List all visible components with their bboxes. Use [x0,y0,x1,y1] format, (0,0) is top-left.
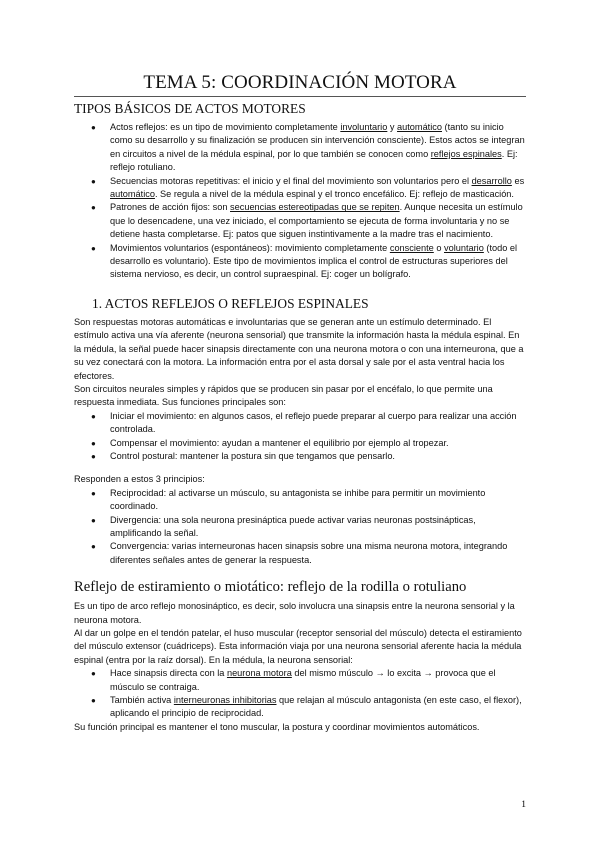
text-run: . Se regula a nivel de la médula espinal y el tronco encefálico. Ej: reflejo de masticación. [154,189,514,200]
list-item [74,487,526,514]
underlined-term: automático [397,122,442,132]
underlined-term: reflejos espinales [430,148,502,159]
text-run: . Ej: reflejo rotuliano. [110,148,518,173]
bullet-icon: ● [91,411,96,421]
page-number: 1 [521,800,526,810]
bullet-icon: ● [91,542,96,552]
text-run: (todo el desarrollo es voluntario). Este tipo de movimientos implica el control de estructuras superiores del sistema nervioso, es decir, un control supraespinal. Ej: coger un bolígrafo. [110,242,518,280]
text-run: Movimientos voluntarios (espontáneos) [110,242,270,253]
underlined-term: involuntario [340,122,388,132]
paragraph: Son circuitos neurales simples y rápidos que se producen sin pasar por el encéfalo, lo que permite una respuesta inmediata. Sus funciones principales son: [74,383,493,408]
paragraph: Son respuestas motoras automáticas e involuntarias que se generan ante un estímulo determinado. El estímulo activa una vía aferente (neurona sensorial) que transmite la información hasta la médula espinal. En la médula, la señal puede hacer sinapsis directamente con una neurona motora o con una interneurona, que a su vez conectará con la motora. La información entra por el asta dorsal y sale por el asta ventral hacia los efectores. [74,316,524,381]
section-heading-tipos: TIPOS BÁSICOS DE ACTOS MOTORES [74,101,306,116]
text-run: Hace sinapsis directa con la [110,668,227,679]
text-run: : es un tipo de movimiento completamente [165,122,341,132]
text-run: También activa [110,695,174,706]
text-run: Actos reflejos [110,122,166,132]
list-item [74,242,526,282]
text-run: que relajan al músculo antagonista (en este caso, el flexor), aplicando el principio de reciprocidad. [110,695,522,719]
underlined-term: automático [110,189,155,200]
text-run: es [511,175,525,186]
underlined-term: voluntario [444,242,484,253]
text-run: Secuencias motoras repetitivas [110,175,238,186]
list-item-text: Control postural: mantener la postura sin que tengamos que pensarlo. [110,450,395,461]
list-item [74,121,526,175]
list-item [74,410,526,437]
bullet-icon: ● [91,438,96,448]
bullet-icon: ● [91,123,96,132]
paragraph: Su función principal es mantener el tono muscular, la postura y coordinar movimientos automáticos. [74,721,480,732]
page-title: TEMA 5: COORDINACIÓN MOTORA [143,72,457,93]
paragraph: Es un tipo de arco reflejo monosináptico, es decir, solo involucra una sinapsis entre la neurona sensorial y la neurona motora. [74,601,515,625]
tipos-list [74,121,526,282]
bullet-icon: ● [91,515,96,525]
list-item [74,450,526,463]
section-heading-actos-reflejos: 1. ACTOS REFLEJOS O REFLEJOS ESPINALES [92,295,369,311]
functions-list [74,410,526,464]
underlined-term: consciente [389,242,434,253]
text-run: : movimiento completamente [269,242,390,253]
text-run: . Aunque necesita un estímulo que lo desencadene, una vez iniciado, el comportamiento se ejecuta de forma involuntaria y no se detiene hasta completarse. Ej: patos que siguen instintivamente a la madre tras el nacimiento. [110,202,523,240]
bullet-icon: ● [91,488,96,498]
text-run: del mismo músculo → lo excita → provoca que el músculo se contraiga. [110,668,496,692]
text-run: (tanto su inicio como su desarrollo y su finalización se producen sin intervención consciente). Estos actos se integran en circuitos a nivel de la médula espinal, por lo que también se conocen como [110,122,525,159]
text-run: y [387,122,398,132]
text-run: : el inicio y el final del movimiento son voluntarios pero el [237,175,472,186]
list-item-text: Reciprocidad: al activarse un músculo, su antagonista se inhibe para permitir un movimiento coordinado. [110,487,486,512]
text-run: : son [207,202,231,213]
underlined-term: secuencias estereotipadas que se repiten [230,202,400,213]
reflex-steps-list [74,667,526,721]
title-divider [74,96,526,97]
list-item [74,201,526,241]
list-item [74,437,526,450]
paragraph: Al dar un golpe en el tendón patelar, el huso muscular (receptor sensorial del músculo) detecta el estiramiento del músculo extensor (cuádriceps). Esta información viaja por una neurona sensorial aferente hacia la médula espinal (entra por la raíz dorsal). En la médula, la neurona sensorial: [74,628,522,665]
paragraph: Responden a estos 3 principios: [74,474,205,485]
underlined-term: desarrollo [471,175,512,186]
bullet-icon: ● [91,203,96,213]
text-run: Patrones de acción fijos [110,202,208,213]
list-item [74,175,526,202]
bullet-icon: ● [91,176,96,186]
list-item [74,540,526,567]
list-item-text: Compensar el movimiento: ayudan a mantener el equilibrio por ejemplo al tropezar. [110,437,449,448]
bullet-icon: ● [91,243,96,253]
principles-list [74,487,526,567]
section-heading-reflejo-estiramiento: Reflejo de estiramiento o miotático: reflejo de la rodilla o rotuliano [74,579,467,596]
list-item [74,694,526,721]
list-item-text: Divergencia: una sola neurona presináptica puede activar varias neuronas postsinápticas, amplificando la señal. [110,514,476,538]
bullet-icon: ● [91,669,96,679]
text-run: o [433,242,444,253]
bullet-icon: ● [91,696,96,706]
list-item [74,514,526,541]
list-item-text: Iniciar el movimiento: en algunos casos, el reflejo puede preparar al cuerpo para realizar una acción controlada. [110,410,517,435]
list-item [74,667,526,694]
underlined-term: neurona motora [226,668,292,679]
bullet-icon: ● [91,451,96,461]
underlined-term: interneuronas inhibitorias [173,695,277,706]
list-item-text: Convergencia: varias interneuronas hacen sinapsis sobre una misma neurona motora, integrando diferentes señales antes de generar la respuesta. [110,541,508,565]
